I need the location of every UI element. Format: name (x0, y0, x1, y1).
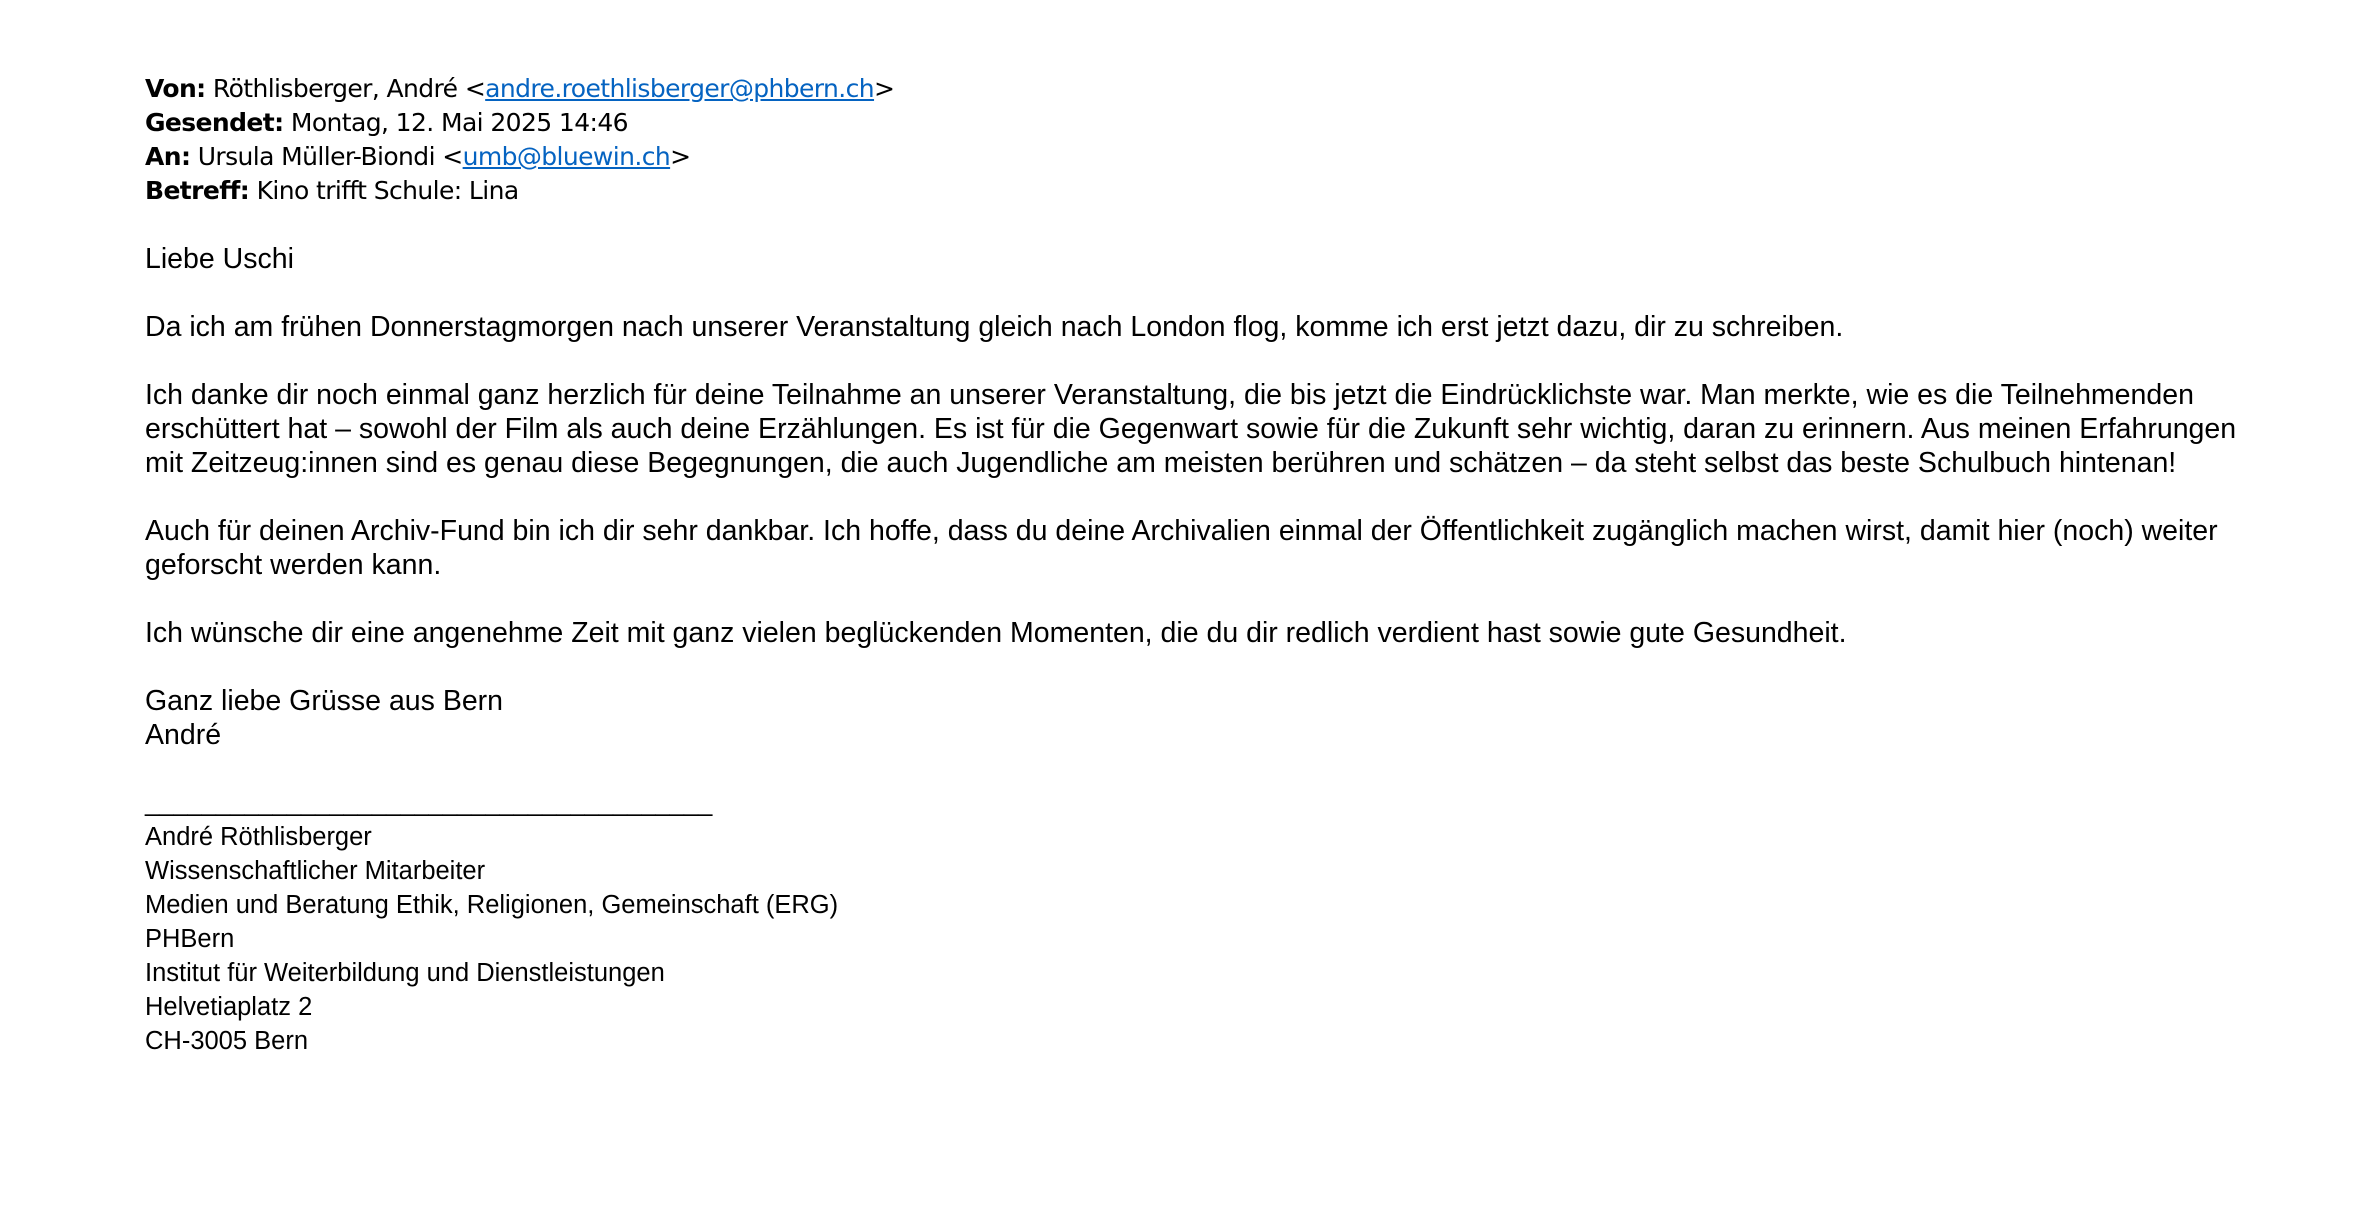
to-name: Ursula Müller-Biondi (197, 142, 435, 171)
from-row: Von: Röthlisberger, André <andre.roethlisberger@phbern.ch> (145, 74, 895, 103)
signature-name: André Röthlisberger (145, 823, 372, 851)
from-label: Von: (145, 74, 206, 103)
body-paragraph: Ich wünsche dir eine angenehme Zeit mit ganz vielen beglückenden Momenten, die du dir redlich verdient hast sowie gute Gesundheit. (145, 617, 1847, 649)
email-body (145, 242, 2265, 752)
subject-row (145, 174, 2265, 208)
sent-value: Montag, 12. Mai 2025 14:46 (290, 108, 628, 137)
email-message (145, 72, 2265, 1058)
body-paragraph: Auch für deinen Archiv-Fund bin ich dir sehr dankbar. Ich hoffe, dass du deine Archivalien einmal der Öffentlichkeit zugänglich machen wirst, damit hier (noch) weiter geforscht werden kann. (145, 515, 2218, 581)
signature-institute: Institut für Weiterbildung und Dienstleistungen (145, 959, 665, 987)
to-label: An: (145, 142, 191, 171)
sent-label: Gesendet: (145, 108, 284, 137)
sent-row (145, 106, 2265, 140)
subject-value: Kino trifft Schule: Lina (256, 176, 519, 205)
to-email-link[interactable]: umb@bluewin.ch (462, 142, 671, 171)
signature-street: Helvetiaplatz 2 (145, 993, 313, 1021)
body-paragraph: Ich danke dir noch einmal ganz herzlich für deine Teilnahme an unserer Veranstaltung, die bis jetzt die Eindrücklichste war. Man merkte, wie es die Teilnehmenden erschüttert hat – sowohl der Film als auch deine Erzählungen. Es ist für die Gegenwart sowie für die Zukunft sehr wichtig, daran zu erinnern. Aus meinen Erfahrungen mit Zeitzeug:innen sind es genau diese Begegnungen, die auch Jugendliche am meisten berühren und schätzen – da steht selbst das beste Schulbuch hintenan! (145, 379, 2237, 479)
closing: Ganz liebe Grüsse aus Bern (145, 685, 504, 717)
sender-first-name: André (145, 719, 222, 751)
email-signature (145, 786, 2265, 1058)
email-header (145, 72, 2265, 208)
signature-city: CH-3005 Bern (145, 1027, 308, 1055)
body-paragraph: Da ich am frühen Donnerstagmorgen nach unserer Veranstaltung gleich nach London flog, komme ich erst jetzt dazu, dir zu schreiben. (145, 311, 1844, 343)
to-row: An: Ursula Müller-Biondi <umb@bluewin.ch> (145, 142, 691, 171)
greeting: Liebe Uschi (145, 243, 294, 275)
signature-title: Wissenschaftlicher Mitarbeiter (145, 857, 486, 885)
subject-label: Betreff: (145, 176, 250, 205)
from-name: Röthlisberger, André (212, 74, 458, 103)
from-email-link[interactable]: andre.roethlisberger@phbern.ch (485, 74, 875, 103)
signature-separator: ________________________________________ (145, 789, 713, 817)
signature-organization: PHBern (145, 925, 235, 953)
signature-department: Medien und Beratung Ethik, Religionen, Gemeinschaft (ERG) (145, 891, 839, 919)
